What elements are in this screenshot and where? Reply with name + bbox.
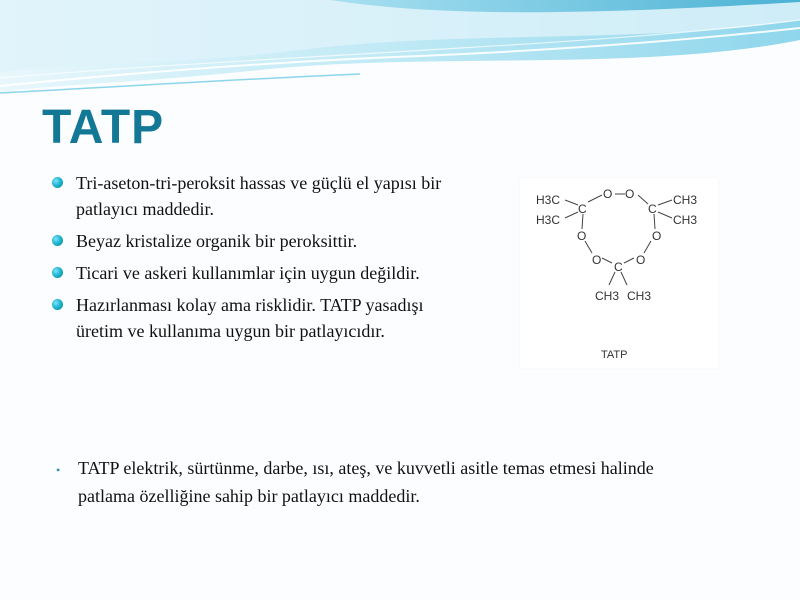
bullet-dot-icon	[52, 299, 63, 310]
bullet-item	[52, 260, 472, 286]
atom-c: C	[578, 202, 587, 216]
tatp-structure-diagram	[520, 178, 718, 368]
bullet-text: Hazırlanması kolay ama risklidir. TATP yasadışı üretim ve kullanıma uygun bir patlayıcıdır.	[76, 295, 424, 341]
methyl-label: CH3	[595, 289, 620, 303]
slide-title: TATP	[42, 101, 165, 154]
bullet-dot-icon	[52, 267, 63, 278]
atom-c: C	[614, 260, 623, 274]
atom-c: C	[648, 202, 657, 216]
bullet-text: Ticari ve askeri kullanımlar için uygun değildir.	[76, 263, 420, 283]
methyl-label: CH3	[673, 193, 698, 207]
methyl-label: CH3	[627, 289, 652, 303]
atom-o: O	[636, 253, 646, 267]
methyl-label: H3C	[536, 193, 561, 207]
bullet-item	[52, 292, 472, 344]
bullet-text: Tri-aseton-tri-peroksit hassas ve güçlü el yapısı bir patlayıcı maddedir.	[76, 173, 442, 219]
bullet-text: Beyaz kristalize organik bir peroksittir.	[76, 231, 358, 251]
atom-o: O	[652, 229, 662, 243]
bullet-small-dot-icon: •	[56, 463, 61, 477]
atom-o: O	[577, 229, 587, 243]
bullet-item	[52, 228, 472, 254]
atom-o: O	[603, 187, 613, 201]
secondary-bullet-list	[52, 454, 692, 510]
methyl-label: H3C	[536, 213, 561, 227]
bullet-dot-icon	[52, 177, 63, 188]
structure-caption: TATP	[601, 349, 628, 361]
bullet-text: TATP elektrik, sürtünme, darbe, ısı, ateş, ve kuvvetli asitle temas etmesi halinde patlama özelliğine sahip bir patlayıcı maddedir.	[78, 458, 654, 506]
bullet-dot-icon	[52, 235, 63, 246]
atom-o: O	[625, 187, 635, 201]
bullet-item	[52, 170, 472, 222]
methyl-label: CH3	[673, 213, 698, 227]
header-wave-decoration	[0, 0, 800, 95]
bullet-item	[52, 454, 692, 510]
bullet-list	[52, 170, 472, 350]
atom-o: O	[592, 253, 602, 267]
